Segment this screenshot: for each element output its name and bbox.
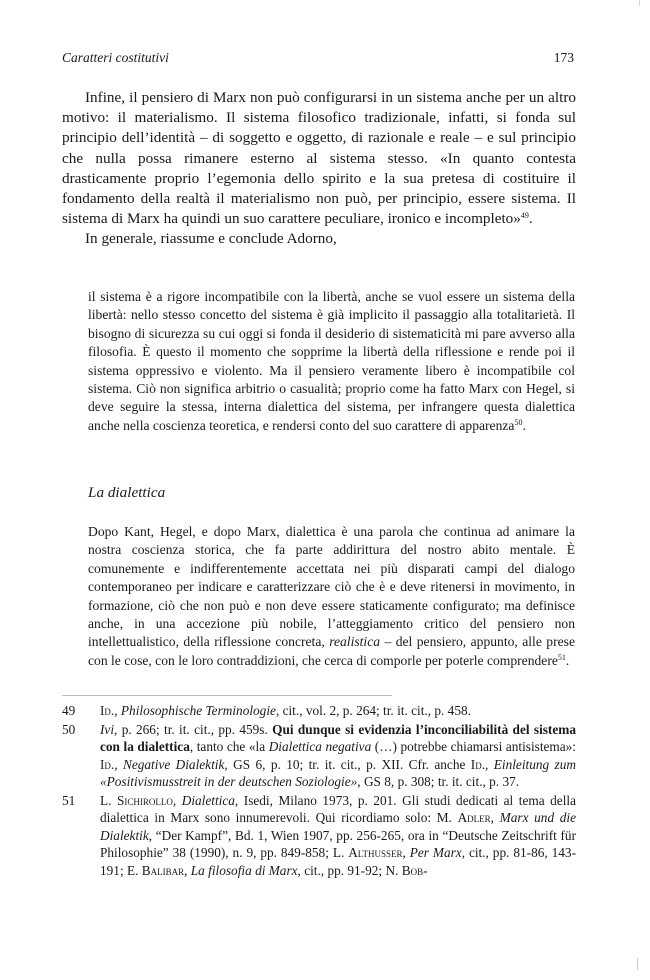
footnote-citation: , GS 8, p. 308; tr. it. cit., p. 37. bbox=[357, 774, 520, 789]
footnote-sep: , bbox=[114, 756, 123, 772]
footnote-bold-text: Qui dunque si evidenzia l’inconciliabilità del sistema con la dialettica bbox=[100, 721, 576, 754]
footnote-sep: , bbox=[172, 792, 182, 808]
footnote-ivi: Ivi bbox=[100, 721, 115, 737]
footnote-text bbox=[100, 792, 576, 880]
running-head-title: Caratteri costitutivi bbox=[62, 50, 169, 65]
paragraph-materialism bbox=[62, 88, 576, 229]
block-quote-adorno bbox=[88, 288, 575, 435]
footnote-author: Balibar bbox=[141, 862, 185, 878]
footnote-sep: , bbox=[490, 810, 500, 825]
section-text-continued: – del pensiero, appunto, alle prese con le cose, con le loro contraddizioni, che cerca di comporle per poterle comprendere bbox=[88, 634, 575, 668]
footnote-text-part: (…) potrebbe chiamarsi antisistema»: bbox=[371, 739, 577, 754]
paragraph-text: Infine, il pensiero di Marx non può configurarsi in un sistema anche per un altro motivo: il materialismo. Il sistema filosofico tradizionale, infatti, si fonda sul principio dell’identità – di soggetto e oggetto, di razionale e reale – e sul principio che nulla possa rimanere esterno al sistema stesso. «In quanto contesta drasticamente proprio l’egemonia dello spirito e la sua pretesa di costituire il fondamento della realtà il materialismo non può, per principio, essere sistema. Il sistema di Marx ha quindi un suo carattere peculiare, ironico e incompleto» bbox=[62, 89, 576, 228]
footnote-sep: , bbox=[184, 862, 191, 878]
footnote-italic-title: Einleitung zum «Positivismusstreit in der deutschen Soziologie» bbox=[100, 756, 576, 789]
footnote-author: Bob- bbox=[401, 862, 428, 878]
footnote-ref-49[interactable]: 49 bbox=[520, 211, 529, 221]
footnote-sep: , bbox=[402, 845, 410, 860]
footnote-italic-title: Dialettica negativa bbox=[268, 739, 372, 754]
footnote-italic-title: Negative Dialektik bbox=[122, 756, 225, 772]
footnote-initial: L. bbox=[100, 792, 117, 808]
section-paragraph-dialectic bbox=[88, 523, 575, 670]
footnote-author: Id. bbox=[100, 756, 115, 772]
footnote-text-part: , Isedi, Milano 1973, p. 201. Gli studi dedicati al tema della dialettica in Marx sono innumerevoli. Qui ricordiamo solo: M. bbox=[100, 792, 576, 825]
footnote-49 bbox=[62, 702, 576, 720]
footnote-author: Sichirollo bbox=[116, 792, 173, 808]
footnote-text bbox=[100, 702, 576, 720]
footnote-citation: , GS 6, p. 10; tr. it. cit., p. XII. Cfr. anche bbox=[224, 756, 471, 772]
footnote-separator bbox=[62, 695, 392, 696]
main-text bbox=[62, 88, 576, 250]
footnote-italic-title: Dialettica bbox=[181, 792, 235, 808]
footnote-italic-title: Per Marx bbox=[409, 845, 462, 860]
section-end: . bbox=[565, 652, 570, 668]
section-text: Dopo Kant, Hegel, e dopo Marx, dialettica è una parola che continua ad animare la nostra coscienza storica, che fa parte addirittura del nostro abito mentale. È comunemente e indifferentemente accettata nei più disparati campi del dialogo contemporaneo per indicare e caratterizzare ciò che è e deve ritenersi in movimento, in formazione, ciò che non può e non deve essere staticamente configurato; ma definisce anche, in una accezione più nobile, l’atteggiamento critico del pensiero non intellettualistico, della riflessione concreta, bbox=[88, 524, 575, 650]
footnote-ref-50[interactable]: 50 bbox=[514, 417, 523, 427]
footnote-51 bbox=[62, 792, 576, 880]
footnote-author: Adler bbox=[457, 810, 491, 825]
footnote-text bbox=[100, 721, 576, 791]
section-italic-word: realistica bbox=[329, 634, 381, 650]
quote-end: . bbox=[522, 417, 526, 433]
footnote-text-part: , cit., pp. 81-86, 143-191; E. bbox=[100, 845, 576, 878]
page-number: 173 bbox=[553, 50, 574, 65]
footnote-title: Philosophische Terminologie bbox=[120, 703, 276, 718]
quote-text: il sistema è a rigore incompatibile con la libertà, anche se vuol essere un sistema della libertà: nello stesso concetto del sistema è già implicito il passaggio alla totalitarietà. Il bisogno di sicurezza su cui oggi si fonda il desiderio di sistematicità mi pare avverso alla filosofia. È questo il momento che sopprime la libertà della riflessione e rende poi il sistema oppressivo e violento. Ma il pensiero veramente libero è incompatibile col sistema. Ciò non significa arbitrio o casualità; proprio come ha fatto Marx con Hegel, si deve seguire la stessa, interna dialettica del sistema, per infrangere questa dialettica anche nella coscienza teoretica, e rendersi conto del suo carattere di apparenza bbox=[88, 289, 575, 433]
footnote-author: Id. bbox=[470, 756, 486, 772]
footnote-italic-title: Marx und die Dialektik bbox=[100, 810, 577, 843]
footnote-text-part: , “Der Kampf”, Bd. 1, Wien 1907, pp. 256-265, ora in “Deutsche Zeitschrift für Philosophie” 38 (1990), n. 9, pp. 849-858; L. bbox=[100, 827, 576, 860]
footnote-italic-title: La filosofia di Marx bbox=[190, 862, 298, 878]
section-heading: La dialettica bbox=[88, 484, 166, 501]
footnote-author: Id. bbox=[100, 703, 115, 718]
paragraph-end: . bbox=[528, 210, 533, 228]
footnotes bbox=[62, 702, 576, 880]
crop-mark-top bbox=[639, 0, 640, 6]
footnote-text-part: , cit., pp. 91-92; N. bbox=[297, 862, 402, 878]
footnote-text-part: , tanto che «la bbox=[189, 739, 269, 754]
footnote-ref-51[interactable]: 51 bbox=[557, 652, 566, 662]
footnote-50 bbox=[62, 721, 576, 791]
footnote-sep: , bbox=[114, 703, 121, 718]
footnote-citation: , cit., vol. 2, p. 264; tr. it. cit., p. 458. bbox=[275, 703, 471, 718]
footnote-sep: , bbox=[485, 756, 494, 772]
footnote-citation: , p. 266; tr. it. cit., pp. 459s. bbox=[114, 721, 273, 737]
running-head bbox=[62, 50, 574, 70]
paragraph-adorno-intro: In generale, riassume e conclude Adorno, bbox=[85, 230, 337, 248]
footnote-number: 49 bbox=[62, 703, 76, 718]
footnote-number: 50 bbox=[62, 721, 76, 737]
footnote-number: 51 bbox=[62, 792, 76, 808]
footnote-author: Althusser bbox=[348, 845, 403, 860]
crop-mark-bottom bbox=[637, 958, 644, 970]
